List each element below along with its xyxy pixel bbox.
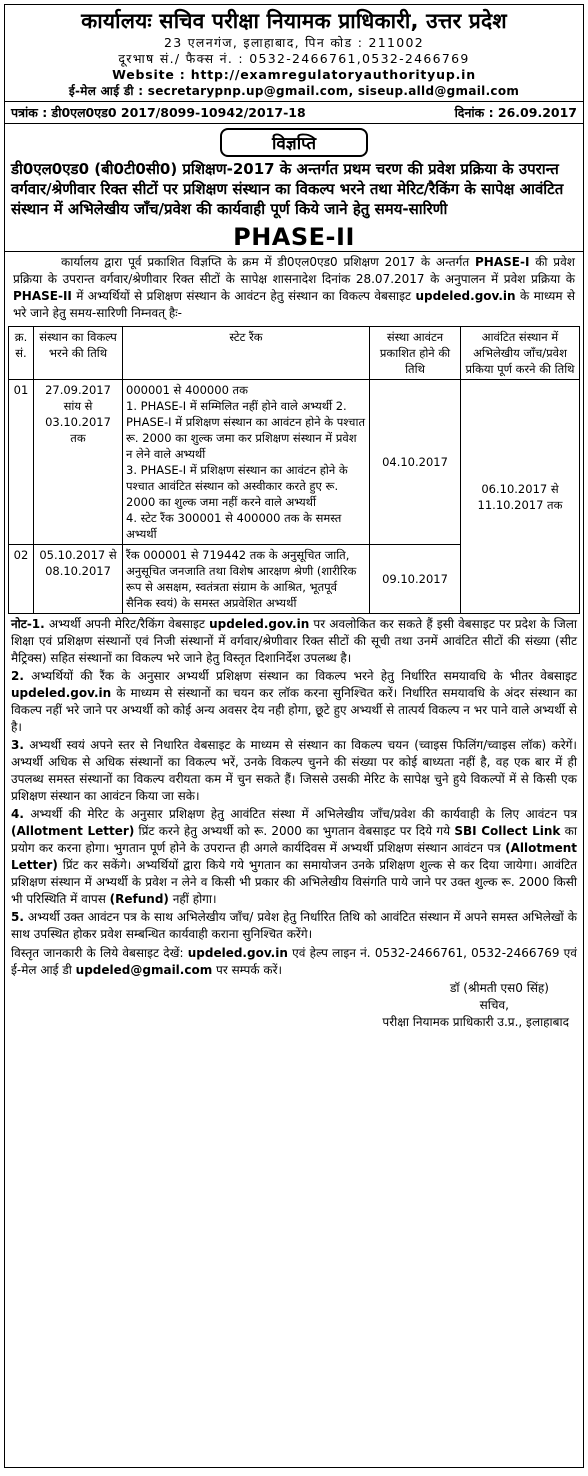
office-address: 23 एलनगंज, इलाहाबाद, पिन कोड : 211002 — [163, 35, 425, 50]
note-1-website: updeled.gov.in — [209, 617, 310, 631]
note-1-number: 1. — [31, 617, 45, 631]
office-website: Website : http://examregulatoryauthorityup.in — [112, 67, 476, 82]
note-2-number: 2. — [11, 669, 24, 683]
intro-text-2: की प्रवेश प्रक्रिया के उपरान्त वर्गवार/श्रेणीवार रिक्त सीटों के सापेक्ष शासनादेश दिनांक 28.07.2017 के अनुपालन में प्रवेश प्रक्रिया के — [13, 255, 575, 286]
signature-block — [5, 980, 583, 1031]
note-2 — [11, 668, 577, 736]
signatory-office: परीक्षा नियामक प्राधिकारी उ.प्र., इलाहाबाद — [382, 1015, 569, 1029]
intro-text-3: में अभ्यर्थियों से प्रशिक्षण संस्थान के आवंटन हेतु संस्थान का विकल्प वेबसाइट — [71, 289, 416, 303]
note-2-text-b: के माध्यम से संस्थानों का चयन कर लॉक करना सुनिश्चित करें। निर्धारित समयावधि के अंदर संस्थान का विकल्प नहीं भरे जाने पर अभ्यर्थी को कोई अन्य अवसर देय नही होगा, छूटे हुए अभ्यर्थी से तात्पर्य विकल्प न भर पाने वाले अभ्यर्थी से है। — [11, 686, 577, 734]
note-4-text-a: अभ्यर्थी की मेरिट के अनुसार प्रशिक्षण हेतु आवंटित संस्था में अभिलेखीय जाँच/प्रवेश की कार्यवाही के लिए आवंटन पत्र — [23, 807, 577, 821]
note-4-refund: (Refund) — [109, 892, 169, 906]
signatory-name: डॉ (श्रीमती एस0 सिंह) — [449, 981, 549, 995]
row1-option-date: 27.09.2017 सांय से 03.10.2017 तक — [34, 380, 123, 545]
intro-phase1: PHASE-I — [475, 255, 530, 269]
reference-number: पत्रांक : डी0एल0एड0 2017/8099-10942/2017-18 — [11, 105, 306, 120]
note-4-allotment-2: (Allotment Letter) — [11, 841, 577, 872]
contact-website: updeled.gov.in — [187, 946, 288, 960]
contact-text-c: पर सम्पर्क करें। — [212, 963, 283, 977]
note-5 — [11, 909, 577, 943]
note-1-text-a: अभ्यर्थी अपनी मेरिट/रैकिंग वेबसाइट — [44, 617, 210, 631]
note-4-text-c: का प्रयोग कर करना होगा। भुगतान पूर्ण होने के उपरान्त ही अगले कार्यदिवस में अभ्यर्थी प्रशिक्षण संस्थान आवंटन पत्र — [11, 824, 577, 855]
notes-section — [5, 614, 583, 979]
note-4-text-e: नहीं होगा। — [168, 892, 217, 906]
row1-allotment-date: 04.10.2017 — [370, 380, 461, 545]
note-label: नोट- — [11, 617, 32, 631]
row2-option-date: 05.10.2017 से 08.10.2017 — [34, 545, 123, 614]
header-serial: क्र. सं. — [9, 327, 34, 380]
note-4-text-b: प्रिंट करने हेतु अभ्यर्थी को रू. 2000 का भुगतान वेबसाइट पर दिये गये — [134, 824, 455, 838]
header-state-rank: स्टेट रैंक — [123, 327, 370, 380]
reference-date: दिनांक : 26.09.2017 — [454, 105, 577, 120]
notice-label: विज्ञप्ति — [220, 128, 368, 157]
signatory-designation: सचिव, — [479, 998, 509, 1012]
phase-divider — [5, 251, 583, 252]
row1-serial: 01 — [9, 380, 34, 545]
note-4-text-d: प्रिंट कर सकेंगे। अभ्यर्थियों द्वारा किये गये भुगतान का समायोजन उनके प्रशिक्षण शुल्क से कर दिया जायेगा। आवंटित प्रशिक्षण संस्थान में अभ्यर्थी के प्रवेश न लेने व किसी भी प्रकार की अभिलेखीय विसंगति पाये जाने पर उक्त शुल्क रू. 2000 किसी भी परिस्थिति में वापस — [11, 858, 577, 906]
header-option-date: संस्थान का विकल्प भरने की तिथि — [34, 327, 123, 380]
office-phone: दूरभाष सं./ फैक्स नं. : 0532-2466761,0532-2466769 — [118, 51, 470, 66]
table-row — [9, 380, 580, 545]
note-4-number: 4. — [11, 807, 24, 821]
note-2-text-a: अभ्यर्थियों की रैंक के अनुसार अभ्यर्थी प्रशिक्षण संस्थान का विकल्प भरने हेतु निर्धारित समयावधि के भीतर वेबसाइट — [23, 669, 577, 683]
header-allotment-date: संस्था आवंटन प्रकाशित होने की तिथि — [370, 327, 461, 380]
notice-page — [4, 4, 584, 1468]
note-4-sbi-link: SBI Collect Link — [454, 824, 561, 838]
note-4 — [11, 806, 577, 908]
contact-paragraph — [11, 945, 577, 979]
note-3-number: 3. — [11, 738, 24, 752]
intro-text-1: कार्यालय द्वारा पूर्व प्रकाशित विज्ञप्ति के क्रम में डी0एल0एड0 प्रशिक्षण 2017 के अन्तर्गत — [61, 255, 470, 269]
note-4-allotment: (Allotment Letter) — [11, 824, 135, 838]
phase-title: PHASE-II — [233, 223, 355, 251]
note-1 — [11, 616, 577, 667]
reference-row — [5, 101, 583, 124]
contact-text-b: एवं हेल्प लाइन नं. 0532-2466761, 0532-2466769 एवं ई-मेल आई डी — [11, 946, 577, 977]
header-completion-date: आवंटित संस्थान में अभिलेखीय जाँच/प्रवेश प्रकिया पूर्ण करने की तिथि — [461, 327, 580, 380]
row2-serial: 02 — [9, 545, 34, 614]
row1-rank-cell — [123, 380, 370, 545]
row2-rank: रैंक 000001 से 719442 तक के अनुसूचित जाति, अनुसूचित जनजाति तथा विशेष आरक्षण श्रेणी (शारीरिक रूप से असक्षम, स्वतंत्रता संग्राम के आश्रित, भूतपूर्व सैनिक स्वयं) के समस्त अप्रवेशित अभ्यर्थी — [123, 545, 370, 614]
contact-email: updeled@gmail.com — [75, 963, 213, 977]
row1-rank-item-1-2: 1. PHASE-I में सम्मिलित नहीं होने वाले अभ्यर्थी 2. PHASE-I में प्रशिक्षण संस्थान का आवंटन होने के पश्चात रू. 2000 का शुल्क जमा कर प्रशिक्षण संस्थान में प्रवेश न लेने वाले अभ्यर्थी — [126, 399, 365, 461]
row1-rank-item-4: 4. स्टेट रैंक 300001 से 400000 तक के समस्त अभ्यर्थी — [126, 511, 342, 541]
intro-phase2: PHASE-II — [13, 289, 72, 303]
row2-allotment-date: 09.10.2017 — [370, 545, 461, 614]
note-5-number: 5. — [11, 910, 24, 924]
note-1-text-b: पर अवलोकित कर सकते हैं इसी वेबसाइट पर प्रदेश के जिला शिक्षा एवं प्रशिक्षण संस्थानों एवं निजी संस्थानों में वर्गवार/श्रेणीवार रिक्त सीटों की सूची तथा उनमें आवंटित सीटों की संख्या (सीट मैट्रिक्स) सहित संस्थानों का विकल्प भरे जाने हेतु विस्तृत दिशानिर्देश उपलब्ध है। — [11, 617, 577, 665]
note-5-text: अभ्यर्थी उक्त आवंटन पत्र के साथ अभिलेखीय जाँच/ प्रवेश हेतु निर्धारित तिथि को आवंटित संस्थान में अपने समस्त अभिलेखों के साथ उपस्थित होकर प्रवेश सम्बन्धित कार्यवाही कराना सुनिश्चित करेंगे। — [11, 910, 577, 941]
office-email: ई-मेल आई डी : secretarypnp.up@gmail.com, siseup.alld@gmail.com — [68, 84, 520, 98]
row1-rank-item-3: 3. PHASE-I में प्रशिक्षण संस्थान का आवंटन होने के पश्चात आवंटित संस्थान को अस्वीकार करते हुए रू. 2000 का शुल्क जमा नहीं करने वाले अभ्यर्थी — [126, 463, 348, 509]
notice-subject: डी0एल0एड0 (बी0टी0सी0) प्रशिक्षण-2017 के अन्तर्गत प्रथम चरण की प्रवेश प्रक्रिया के उपरान्त वर्गवार/श्रेणीवार रिक्त सीटों पर प्रशिक्षण संस्थान का विकल्प भरने तथा मेरिट/रैकिंग के सापेक्ष आवंटित संस्थान में अभिलेखीय जाँच/प्रवेश की कार्यवाही पूर्ण किये जाने हेतु समय-सारिणी — [11, 160, 564, 218]
row1-rank-range: 000001 से 400000 तक — [126, 383, 248, 397]
intro-paragraph — [5, 254, 583, 322]
note-3-text: अभ्यर्थी स्वयं अपने स्तर से निधारित वेबसाइट के माध्यम से संस्थान का विकल्प चयन (च्वाइस फिलिंग/च्वाइस लॉक) करेगें। अभ्यर्थी अधिक से अधिक संस्थानों का विकल्प भरें, उनके विकल्प चुनने की संख्या पर कोई बाध्यता नहीं है, वह एक बार में ही उपलब्ध समस्त संस्थानों का विकल्प वरीयता कम में चुन सकते हैं। जिससे उसकी मेरिट के सापेक्ष चुने हुये विकल्पों में से किसी एक प्रशिक्षण संस्थान का आवंटन किया जा सके। — [11, 738, 577, 803]
completion-date: 06.10.2017 से 11.10.2017 तक — [461, 380, 580, 614]
office-title: कार्यालयः सचिव परीक्षा नियामक प्राधिकारी, उत्तर प्रदेश — [81, 9, 507, 33]
intro-website: updeled.gov.in — [415, 289, 516, 303]
intro-text-4: के माध्यम से भरे जाने हेतु समय-सारिणी निम्नवत् हैः- — [13, 289, 575, 320]
note-3 — [11, 737, 577, 805]
contact-text-a: विस्तृत जानकारी के लिये वेबसाइट देखें: — [11, 946, 188, 960]
table-header-row — [9, 327, 580, 380]
note-2-website: updeled.gov.in — [11, 686, 112, 700]
schedule-table — [8, 326, 580, 614]
